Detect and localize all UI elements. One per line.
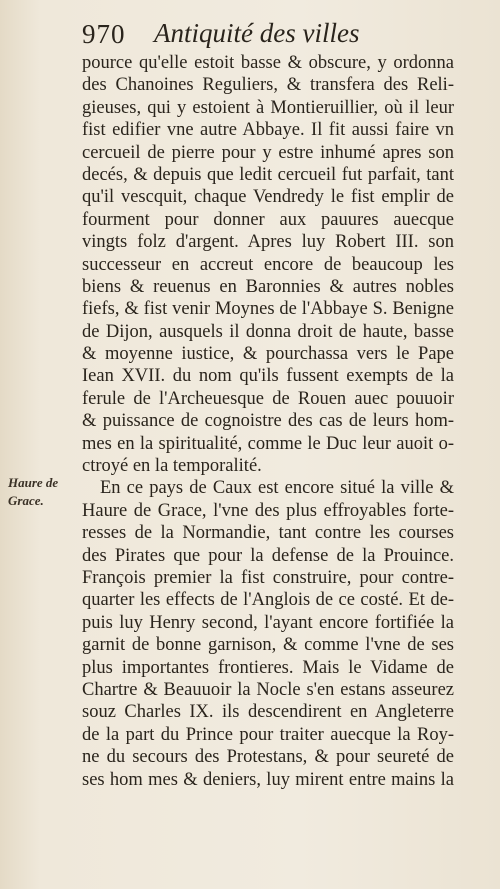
text-line: plus importantes frontieres. Mais le Vidame de (82, 657, 454, 678)
text-line: & moyenne iustice, & pourchassa vers le Pape (82, 344, 454, 365)
text-line: de Dijon, ausquels il donna droit de haute, basse (82, 321, 454, 342)
page-header (82, 17, 422, 53)
text-line: decés, & depuis que ledit cercueil fut parfait, tant (82, 164, 454, 185)
text-line: En ce pays de Caux est encore situé la ville & (100, 478, 454, 499)
running-title: Antiquité des villes (154, 18, 360, 48)
text-line: quarter les effects de l'Anglois de ce costé. Et de- (82, 590, 454, 611)
text-line: ferule de l'Archeuesque de Rouen auec pouuoir (82, 388, 454, 409)
text-line: des Pirates que pour la defense de la Prouince. (82, 545, 454, 566)
text-line: de la part du Prince pour traiter auecque la Roy- (82, 724, 454, 745)
text-line: successeur en accreut encore de beaucoup les (82, 254, 454, 275)
text-line: fiefs, & fist venir Moynes de l'Abbaye S. Benigne (82, 299, 454, 320)
text-line: mes en la spiritualité, comme le Duc leur auoit o- (82, 433, 454, 454)
text-line: François premier la fist construire, pour contre- (82, 567, 454, 588)
text-line: des Chanoines Reguliers, & transfera des Reli- (82, 75, 454, 96)
text-line: vingts folz d'argent. Apres luy Robert III. son (82, 232, 454, 253)
text-line: ctroyé en la temporalité. (82, 456, 262, 477)
page-number: 970 (82, 19, 126, 49)
margin-note-line: Grace. (8, 493, 44, 508)
text-line: ne du secours des Protestans, & pour seureté de (82, 747, 454, 768)
text-line: Iean XVII. du nom qu'ils fussent exempts de la (82, 366, 454, 387)
text-line: garnit de bonne garnison, & comme l'vne de ses (82, 635, 454, 656)
text-line: souz Charles IX. ils descendirent en Angleterre (82, 702, 454, 723)
text-line: ses hom mes & deniers, luy mirent entre mains la (82, 769, 454, 790)
body-text (82, 52, 454, 791)
text-line: & puissance de cognoistre des cas de leurs hom- (82, 411, 454, 432)
text-line: fourment pour donner aux pauures auecque (82, 209, 454, 230)
text-line: Haure de Grace, l'vne des plus effroyables forte- (82, 500, 454, 521)
margin-note (8, 474, 76, 510)
text-line: gieuses, qui y estoient à Montieruillier, où il leur (82, 97, 454, 118)
text-line: biens & reuenus en Baronnies & autres nobles (82, 276, 454, 297)
text-line: Chartre & Beauuoir la Nocle s'en estans asseurez (82, 679, 454, 700)
text-line: qu'il vescquit, chaque Vendredy le fist emplir de (82, 187, 454, 208)
text-line: resses de la Normandie, tant contre les courses (82, 523, 454, 544)
text-line: fist edifier vne autre Abbaye. Il fit aussi faire vn (82, 120, 454, 141)
margin-note-line: Haure de (8, 475, 59, 490)
text-line: puis luy Henry second, l'ayant encore fortifiée la (82, 612, 454, 633)
text-line: cercueil de pierre pour y estre inhumé apres son (82, 142, 454, 163)
text-line: pource qu'elle estoit basse & obscure, y ordonna (82, 53, 454, 73)
